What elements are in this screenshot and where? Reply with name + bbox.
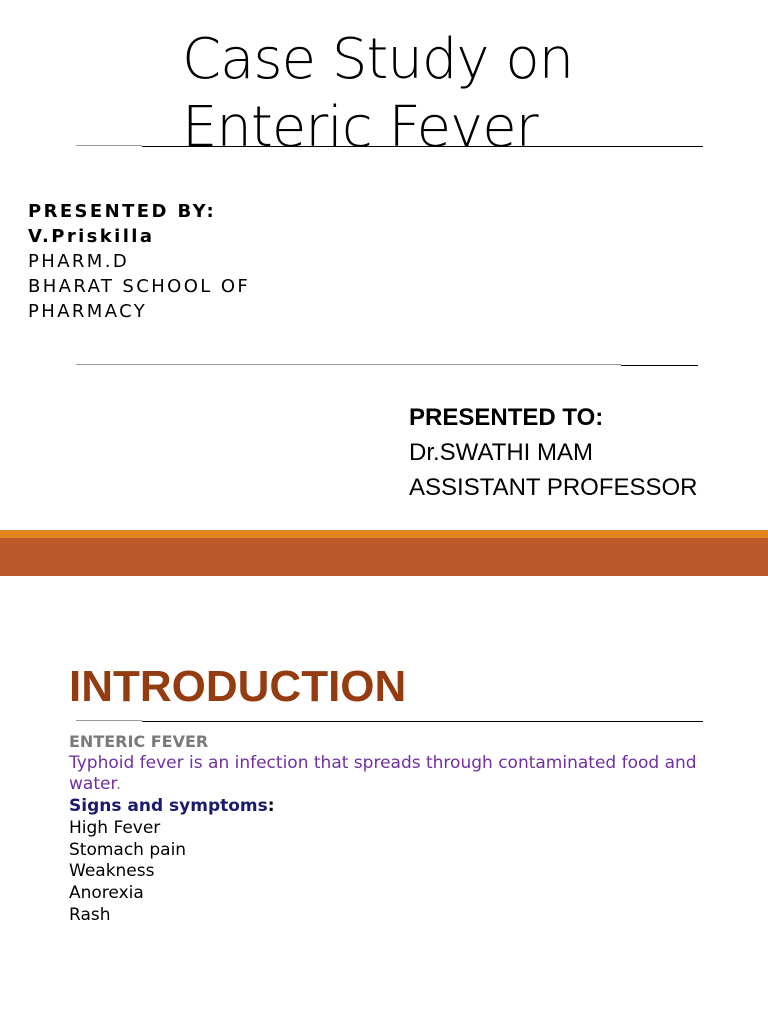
typhoid-description-text: Typhoid fever is an infection that spreads through contaminated food and water [69, 752, 697, 795]
presented-by-label: PRESENTED BY: [28, 201, 217, 222]
symptom-item: Stomach pain [69, 839, 187, 860]
presented-to-name: Dr.SWATHI MAM [409, 439, 593, 466]
presenter-name: V.Priskilla [28, 226, 155, 247]
typhoid-description-end: . [115, 774, 122, 795]
divider-rule-right [621, 365, 698, 366]
intro-rule [142, 721, 703, 722]
title-rule [142, 146, 703, 147]
title-rule-left [76, 145, 142, 146]
signs-label-colon: : [267, 796, 275, 817]
symptom-item: Anorexia [69, 882, 144, 903]
slide-title [182, 26, 742, 162]
presented-by-block [28, 199, 368, 324]
presenter-school-line-1: BHARAT SCHOOL OF [28, 276, 251, 297]
symptom-item: Rash [69, 904, 111, 925]
typhoid-description [69, 753, 709, 796]
presented-to-role: ASSISTANT PROFESSOR [409, 474, 698, 501]
enteric-fever-subheading: ENTERIC FEVER [69, 732, 209, 751]
symptom-item: High Fever [69, 817, 161, 838]
slide-title-line-2: Enteric Fever [182, 95, 538, 160]
presented-to-block [409, 400, 749, 505]
signs-label-text: Signs and symptoms [69, 796, 268, 817]
presenter-school-line-2: PHARMACY [28, 301, 148, 322]
presenter-degree: PHARM.D [28, 251, 130, 272]
symptom-item: Weakness [69, 861, 155, 882]
slide-title-line-1: Case Study on [182, 27, 574, 92]
introduction-title: INTRODUCTION [69, 662, 407, 711]
divider-rule [76, 364, 621, 365]
intro-rule-left [76, 720, 142, 721]
signs-and-symptoms-label [69, 796, 709, 818]
introduction-content [69, 731, 709, 926]
slide-separator-band [0, 538, 768, 576]
slide-separator-accent [0, 530, 768, 538]
presented-to-label: PRESENTED TO: [409, 404, 604, 431]
